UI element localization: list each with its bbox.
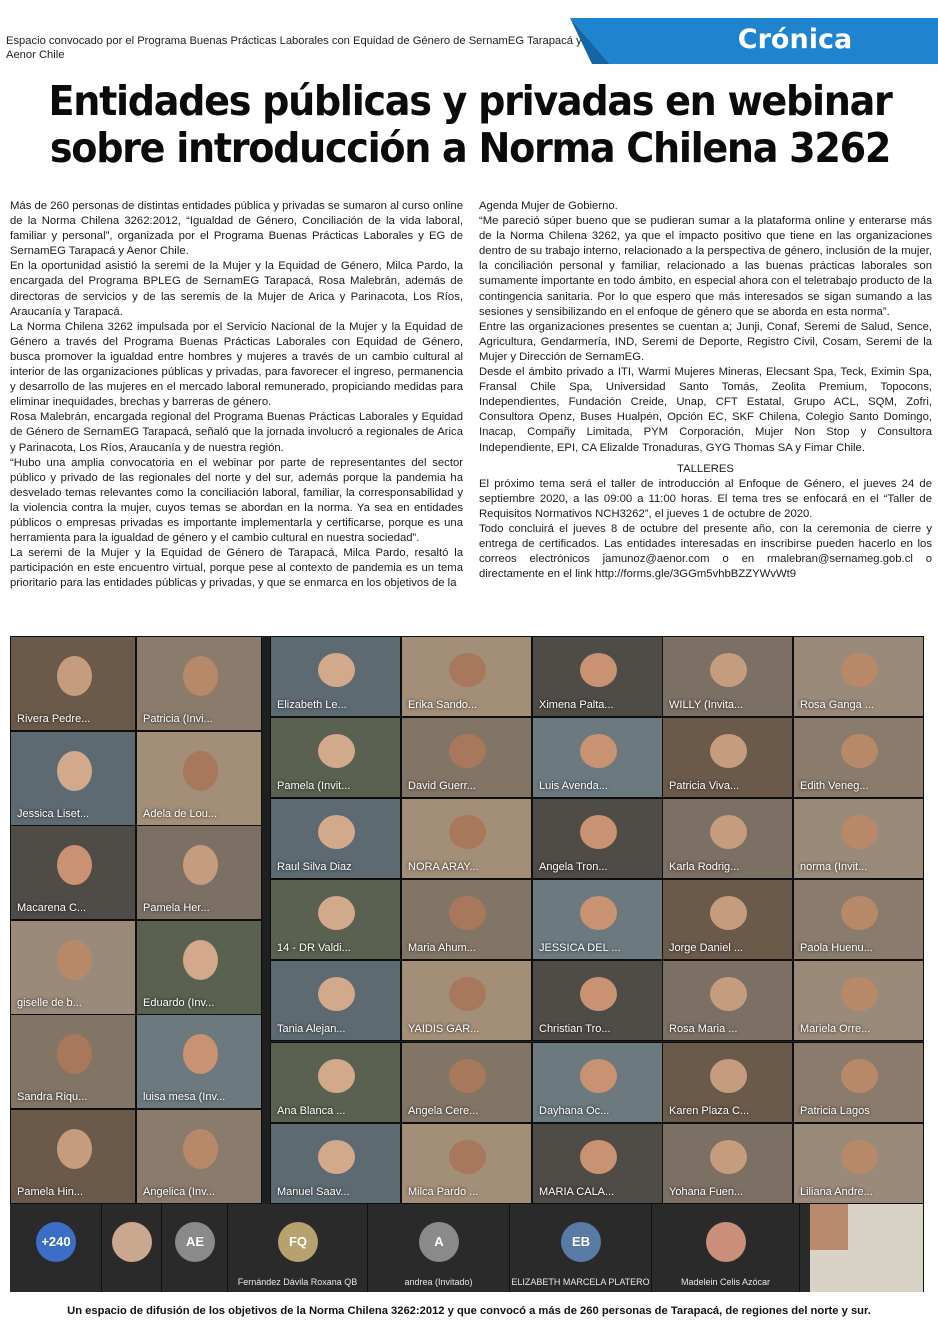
participant-face xyxy=(841,977,878,1011)
participant-face xyxy=(710,1059,747,1093)
speaker-face xyxy=(810,1204,848,1250)
section-label: Crónica xyxy=(737,24,853,55)
participant-tile xyxy=(401,879,532,960)
participant-tile xyxy=(270,960,401,1041)
participant-tile xyxy=(532,636,663,717)
participant-face xyxy=(318,977,355,1011)
photo-caption: Un espacio de difusión de los objetivos de la Norma Chilena 3262:2012 y que convocó a más de 260 personas de Tarapacá, de regiones del norte y sur. xyxy=(67,1305,871,1317)
headline-line-1: Entidades públicas y privadas en webinar xyxy=(48,77,892,125)
participant-face xyxy=(841,1059,878,1093)
participant-name: norma (Invit... xyxy=(800,861,868,873)
participant-name: Dayhana Oc... xyxy=(539,1105,610,1117)
strip-participant-tile xyxy=(102,1204,162,1292)
participant-name: Pamela Hin... xyxy=(17,1186,84,1198)
participant-name: WILLY (Invita... xyxy=(669,699,744,711)
participant-face xyxy=(57,1034,92,1074)
participant-name: Liliana Andre... xyxy=(800,1186,873,1198)
participant-name: giselle de b... xyxy=(17,997,82,1009)
paragraph: Entre las organizaciones presentes se cuentan a; Junji, Conaf, Seremi de Salud, Sence, Agricultura, Gendarmería, IND, Seremi de Deporte, Registro Civil, Cosam, Seremi de la Mujer y Dirección de SernamEG. xyxy=(479,320,932,363)
participant-avatar: AE xyxy=(175,1222,215,1262)
participant-tile xyxy=(793,879,924,960)
participant-face xyxy=(449,1059,486,1093)
participant-name: Pamela Her... xyxy=(143,902,210,914)
participant-name: Angela Cere... xyxy=(408,1105,479,1117)
participant-tile xyxy=(270,636,401,717)
participant-tile xyxy=(532,1042,663,1123)
participant-name: Ana Blanca ... xyxy=(277,1105,346,1117)
strip-participant-tile xyxy=(228,1204,368,1292)
participant-avatar: A xyxy=(419,1222,459,1262)
participant-tile xyxy=(401,1042,532,1123)
participant-tile xyxy=(10,1014,136,1109)
participant-face xyxy=(183,940,218,980)
participant-face xyxy=(710,734,747,768)
participant-face xyxy=(449,815,486,849)
participant-face xyxy=(449,1140,486,1174)
participant-tile xyxy=(662,717,793,798)
strip-participant-tile xyxy=(368,1204,510,1292)
participant-face xyxy=(841,815,878,849)
participant-name: Mariela Orre... xyxy=(800,1023,871,1035)
participant-name: Fernández Dávila Roxana QB xyxy=(237,1277,358,1287)
participant-tile xyxy=(136,1109,262,1204)
participant-name: Angela Tron... xyxy=(539,861,608,873)
participant-name: Macarena C... xyxy=(17,902,87,914)
participant-tile xyxy=(270,717,401,798)
participant-face xyxy=(183,845,218,885)
participant-tile xyxy=(662,879,793,960)
section-banner xyxy=(570,18,938,64)
participant-name: Patricia (Invi... xyxy=(143,713,213,725)
participant-name: Maria Ahum... xyxy=(408,942,476,954)
participant-tile xyxy=(401,1123,532,1204)
section-heading-talleres: TALLERES xyxy=(677,462,734,475)
participant-face xyxy=(580,653,617,687)
participant-tile xyxy=(401,717,532,798)
participant-name: Karla Rodrig... xyxy=(669,861,740,873)
participant-name: 14 - DR Valdi... xyxy=(277,942,351,954)
participant-face xyxy=(57,845,92,885)
participant-tile xyxy=(136,920,262,1015)
participant-face xyxy=(841,1140,878,1174)
participant-name: Rivera Pedre... xyxy=(17,713,91,725)
strip-participant-tile xyxy=(162,1204,228,1292)
participant-name: Yohana Fuen... xyxy=(669,1186,744,1198)
participant-face xyxy=(318,653,355,687)
participant-tile xyxy=(136,1014,262,1109)
participant-face xyxy=(449,977,486,1011)
participant-tile xyxy=(401,960,532,1041)
participant-tile xyxy=(10,731,136,826)
paragraph: Todo concluirá el jueves 8 de octubre del presente año, con la ceremonia de cierre y entrega de certificados. Las entidades interesadas en inscribirse pueden hacerlo en los correos electrónicos jamunoz@aenor.com o en rmalebran@sernameg.gob.cl o directamente en el link http://forms.gle/3GGm5vhbBZZYWvWt9 xyxy=(479,522,932,581)
participant-tile xyxy=(532,1123,663,1204)
participant-name: Ximena Palta... xyxy=(539,699,614,711)
participant-name: Rosa Maria ... xyxy=(669,1023,738,1035)
participant-tile xyxy=(793,717,924,798)
participant-name: Jessica Liset... xyxy=(17,808,90,820)
strip-participant-tile xyxy=(652,1204,800,1292)
participant-name: Tania Alejan... xyxy=(277,1023,346,1035)
participant-name: Luis Avenda... xyxy=(539,780,608,792)
participant-face xyxy=(710,653,747,687)
participant-name: Paola Huenu... xyxy=(800,942,873,954)
participant-name: Elizabeth Le... xyxy=(277,699,347,711)
participant-face xyxy=(318,815,355,849)
participant-face xyxy=(710,977,747,1011)
participant-tile xyxy=(270,879,401,960)
participant-tile xyxy=(10,825,136,920)
participant-face xyxy=(57,656,92,696)
paragraph: “Me pareció súper bueno que se pudieran sumar a la plataforma online y enterarse más de la Norma Chilena 3262, ya que el impacto positivo que tiene en las organizaciones dentro de su trabajo interno, relacionado a la perspectiva de género, inclusión de la mujer, la conciliación personal y familiar, relacionado a las buenas prácticas laborales son sumamente importante en todo ámbito, en especial ahora con el teletrabajo producto de la contingencia sanitaria. Por lo que espero que más interesados se sigan sumando a las sesiones y sensibilizando en el enfoque de género que se aborda en esta norma”. xyxy=(479,215,932,318)
paragraph: Más de 260 personas de distintas entidades pública y privadas se sumaron al curso online de la Norma Chilena 3262:2012, “Igualdad de Género, Conciliación de la vida laboral, familiar y personal”, organizada por el Programa Buenas Prácticas Laborales y EG de SernamEG Tarapacá y Aenor Chile. xyxy=(10,200,463,258)
paragraph: “Hubo una amplia convocatoria en el webinar por parte de representantes del sector público y privado de las regionales del norte y del sur, además porque la pandemia ha desvelado temas relevantes como la conciliación laboral, familiar, la corresponsabilidad y la violencia contra la mujer, cuyos temas se abordan en la norma. Ya sea en entidades públicos o empresas privadas es importante implementarla y certificarse, porque es una herramienta para la igualdad de género y el cambio cultural en nuestra sociedad”. xyxy=(10,456,463,545)
participant-name: Pamela (Invit... xyxy=(277,780,351,792)
participant-avatar: FQ xyxy=(278,1222,318,1262)
participant-tile xyxy=(793,798,924,879)
webinar-screenshot xyxy=(10,636,924,1292)
participant-tile xyxy=(10,636,136,731)
participant-face xyxy=(580,815,617,849)
participant-tile xyxy=(270,798,401,879)
participant-tile xyxy=(793,1042,924,1123)
participant-face xyxy=(183,656,218,696)
participant-face xyxy=(449,734,486,768)
participant-face xyxy=(449,653,486,687)
participant-name: MARIA CALA... xyxy=(539,1186,615,1198)
participant-avatar: EB xyxy=(561,1222,601,1262)
participant-face xyxy=(580,896,617,930)
participant-tile xyxy=(136,636,262,731)
participant-face xyxy=(318,734,355,768)
headline xyxy=(42,78,898,172)
participant-face xyxy=(183,1034,218,1074)
paragraph: La Norma Chilena 3262 impulsada por el Servicio Nacional de la Mujer y la Equidad de Género a través del Programa Buenas Prácticas Laborales con Equidad de Género, busca promover la igualdad entre hombres y mujeres a través de un cambio cultural al interior de las organizaciones públicas y privadas, para favorecer el ingreso, permanencia y desarrollo de las mujeres en el mercado laboral remunerado, propiciando medidas para eliminar inequidades, brechas y barreras de género. xyxy=(10,320,463,409)
paragraph: El próximo tema será el taller de introducción al Enfoque de Género, el jueves 24 de septiembre 2020, a las 09:00 a 11:00 horas. El tema tres se enfocará en el “Taller de Requisitos Normativos NCH3262”, el jueves 1 de octubre de 2020. xyxy=(479,477,932,520)
participant-avatar xyxy=(112,1222,152,1262)
participant-name: Patricia Lagos xyxy=(800,1105,870,1117)
participant-face xyxy=(580,1140,617,1174)
participant-tile xyxy=(662,636,793,717)
participant-name: Manuel Saav... xyxy=(277,1186,350,1198)
participant-tile xyxy=(662,960,793,1041)
participant-face xyxy=(710,1140,747,1174)
participant-tile xyxy=(662,798,793,879)
participant-face xyxy=(318,1059,355,1093)
participant-tile xyxy=(401,798,532,879)
participant-face xyxy=(841,734,878,768)
participant-name: luisa mesa (Inv... xyxy=(143,1091,226,1103)
article-column-left xyxy=(10,199,463,591)
participant-tile xyxy=(662,1123,793,1204)
strip-participant-tile xyxy=(510,1204,652,1292)
participant-name: Christian Tro... xyxy=(539,1023,611,1035)
participant-strip xyxy=(10,1204,924,1292)
participant-name: Erika Sando... xyxy=(408,699,478,711)
participant-tile xyxy=(136,825,262,920)
participant-name: Raul Silva Diaz xyxy=(277,861,352,873)
participant-face xyxy=(318,1140,355,1174)
participant-face xyxy=(318,896,355,930)
participant-name: Jorge Daniel ... xyxy=(669,942,743,954)
participant-tile xyxy=(136,731,262,826)
participant-tile xyxy=(532,960,663,1041)
more-participants-count: +240 xyxy=(36,1222,76,1262)
participant-name: Rosa Ganga ... xyxy=(800,699,874,711)
participant-tile xyxy=(270,1123,401,1204)
participant-tile xyxy=(793,636,924,717)
more-participants-tile[interactable] xyxy=(10,1204,102,1292)
participant-tile xyxy=(401,636,532,717)
participant-tile xyxy=(793,1123,924,1204)
participant-face xyxy=(57,940,92,980)
participant-tile xyxy=(793,960,924,1041)
paragraph: Desde el ámbito privado a ITI, Warmi Mujeres Mineras, Elecsant Spa, Teck, Eximin Spa, Fransal Chile Spa, Universidad Santo Tomás, Zeolita Premium, Topocons, Independientes, Fundación Creide, Unap, CFT Estatal, Grupo ACL, SQM, Zofri, Consultora Openz, Buses Hualpén, Opción EC, SKF Chilena, Colegio Santo Domingo, Inacap, Compañy Limitada, PYM Corporación, Mujer Non Stop y Consultora Independiente, EPI, CA Elizalde Tronaduras, GYG Thomas SA y Fimar Chile. xyxy=(479,366,932,454)
participant-name: NORA ARAY... xyxy=(408,861,479,873)
paragraph: Agenda Mujer de Gobierno. xyxy=(479,200,618,212)
participant-tile xyxy=(532,717,663,798)
participant-face xyxy=(580,977,617,1011)
participant-face xyxy=(710,896,747,930)
participant-face xyxy=(841,653,878,687)
kicker: Espacio convocado por el Programa Buenas Prácticas Laborales con Equidad de Género de SernamEG Tarapacá y Aenor Chile xyxy=(6,35,582,61)
paragraph: En la oportunidad asistió la seremi de la Mujer y la Equidad de Género, Milca Pardo, la encargada del Programa BPLEG de SernamEG Tarapacá, Rosa Malebrán, además de directoras de servicios y de las seremis de la Mujer de Arica y Parinacota, Los Ríos, Araucanía y Tarapacá. xyxy=(10,260,463,318)
participant-name: Madelein Celis Azócar xyxy=(680,1277,771,1287)
active-speaker-tile xyxy=(810,1204,924,1292)
participant-face xyxy=(841,896,878,930)
participant-name: Patricia Viva... xyxy=(669,780,740,792)
participant-face xyxy=(57,1129,92,1169)
participant-tile xyxy=(270,1042,401,1123)
participant-face xyxy=(580,734,617,768)
participant-face xyxy=(710,815,747,849)
participant-avatar xyxy=(706,1222,746,1262)
participant-name: JESSICA DEL ... xyxy=(539,942,621,954)
participant-name: Milca Pardo ... xyxy=(408,1186,479,1198)
participant-face xyxy=(449,896,486,930)
participant-name: Adela de Lou... xyxy=(143,808,218,820)
participant-tile xyxy=(662,1042,793,1123)
participant-face xyxy=(57,751,92,791)
participant-tile xyxy=(10,1109,136,1204)
participant-face xyxy=(183,1129,218,1169)
participant-name: Edith Veneg... xyxy=(800,780,869,792)
participant-tile xyxy=(10,920,136,1015)
paragraph: Rosa Malebrán, encargada regional del Programa Buenas Prácticas Laborales y Equidad de Género de SernamEG Tarapacá, señaló que la jornada involucró a regionales de Arica y Parinacota, Los Ríos, Araucanía y de nuestra región. xyxy=(10,411,463,454)
headline-line-2: sobre introducción a Norma Chilena 3262 xyxy=(49,124,891,172)
paragraph: La seremi de la Mujer y la Equidad de Género de Tarapacá, Milca Pardo, resaltó la participación en este encuentro virtual, porque pese al contexto de pandemia es un tema prioritario para las entidades públicas y privadas, y que se enmarca en los objetivos de la xyxy=(10,547,463,590)
participant-name: Angelica (Inv... xyxy=(143,1186,215,1198)
participant-name: ELIZABETH MARCELA PLATERO xyxy=(511,1277,650,1287)
article-column-right xyxy=(479,199,932,582)
participant-tile xyxy=(532,879,663,960)
participant-name: andrea (Invitado) xyxy=(404,1277,473,1287)
participant-face xyxy=(580,1059,617,1093)
participant-tile xyxy=(532,798,663,879)
participant-name: David Guerr... xyxy=(408,780,476,792)
participant-name: YAIDIS GAR... xyxy=(408,1023,480,1035)
participant-face xyxy=(183,751,218,791)
participant-name: Sandra Riqu... xyxy=(17,1091,88,1103)
participant-name: Eduardo (Inv... xyxy=(143,997,215,1009)
participant-name: Karen Plaza C... xyxy=(669,1105,750,1117)
